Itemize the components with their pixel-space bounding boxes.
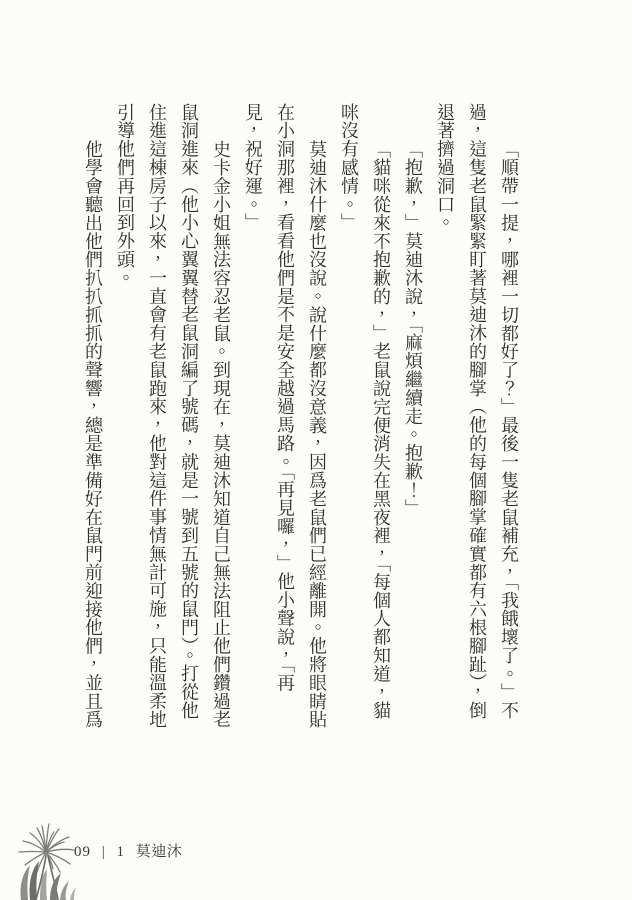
text-column: 見，祝好運。」 [243,103,263,232]
chapter-number: 1 [116,844,126,860]
text-column: 史卡金小姐無法容忍老鼠。到現在，莫迪沐知道自己無法阻止他們鑽過老 [211,140,231,729]
text-column: 引導他們再回到外頭。 [115,103,135,287]
text-column: 「順帶一提，哪裡一切都好了？」最後一隻老鼠補充，「我餓壞了。」不 [499,140,519,720]
text-column: 住進這棟房子以來，一直會有老鼠跑來，他對這件事情無計可施，只能溫柔地 [147,103,167,729]
text-column: 「抱歉，」莫迪沐說，「麻煩繼續走。抱歉！」 [403,140,423,518]
text-column: 過，這隻老鼠緊緊盯著莫迪沐的腳掌（他的每個腳掌確實都有六根腳趾），倒 [467,103,487,720]
text-column: 退著擠過洞口。 [435,103,455,232]
text-column: 鼠洞進來（他小心翼翼替老鼠洞編了號碼，就是一號到五號的鼠門）。打從他 [179,103,199,720]
text-block [77,103,525,739]
text-column: 咪沒有感情。」 [339,103,359,232]
footer-separator: | [101,844,106,860]
page-number: 09 [74,844,91,860]
text-column: 莫迪沐什麼也沒說。說什麼都沒意義，因爲老鼠們已經離開。他將眼睛貼 [307,140,327,729]
dandelion-flower-illustration [4,812,96,900]
text-column: 「貓咪從來不抱歉的，」老鼠說完便消失在黑夜裡，「每個人都知道，貓 [371,140,391,720]
text-column: 在小洞那裡，看看他們是不是安全越過馬路。「再見囉，」他小聲說，「再 [275,103,295,693]
chapter-title: 莫迪沐 [135,844,183,860]
text-column: 他學會聽出他們扒扒抓抓的聲響，總是準備好在鼠門前迎接他們，並且爲 [83,140,103,729]
